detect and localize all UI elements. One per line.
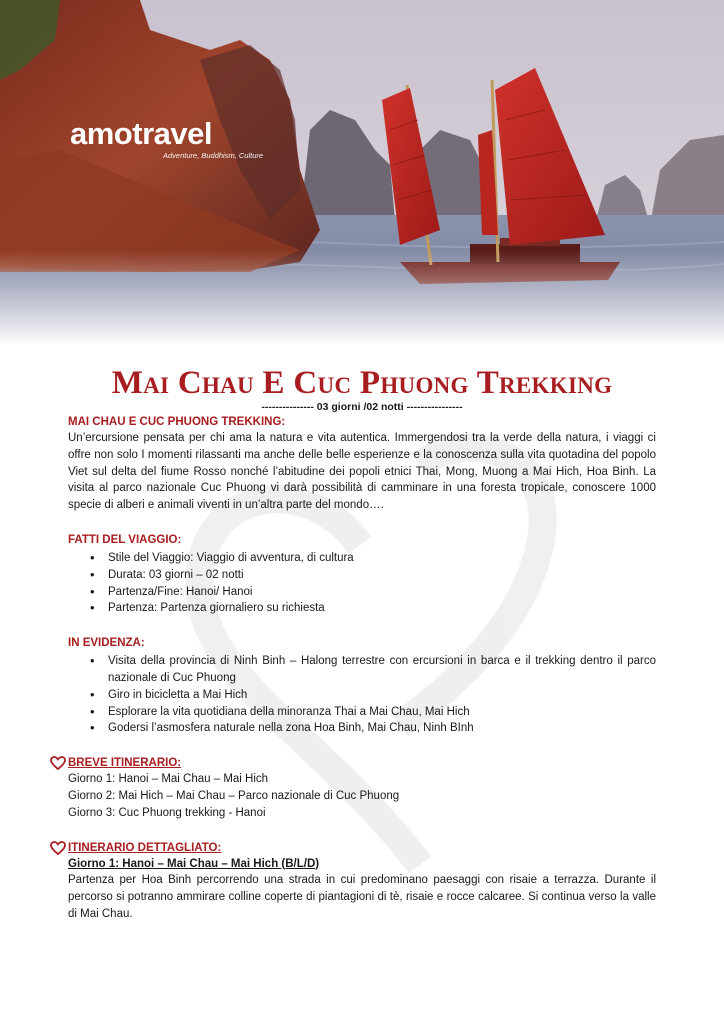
list-item: • Visita della provincia di Ninh Binh – Halong terrestre con ercursioni in barca e il trekking dentro il parco nazionale di Cuc Phuong [108, 653, 656, 687]
brief-heading-row [50, 755, 656, 771]
heart-icon [50, 756, 66, 770]
intro-heading: MAI CHAU E CUC PHUONG TREKKING: [68, 416, 286, 428]
heart-icon [50, 841, 66, 855]
highlights-heading: IN EVIDENZA: [68, 637, 145, 650]
brief-heading: BREVE ITINERARIO: [68, 757, 182, 770]
day1-title: Giorno 1: Hanoi – Mai Chau – Mai Hich (B/L/D) [68, 857, 320, 870]
halong-bay-junk-photo [0, 0, 724, 345]
intro-text: Un’ercursione pensata per chi ama la natura e vita autentica. Immergendosi tra la verde della natura, i viaggi ci offre non solo I momenti rilassanti ma anche delle belle esperienze e la conoscenza sulla vita quotadina del popolo Viet sul delta del fiume Rosso nonché l’abitudine dei popoli etnici Thai, Mong, Muong a Mai Hich, Hoa Binh. La visita al parco nazionale Cuc Phuong vi darà possibilità di camminare in una foresta tropicale, conoscere 1000 specie di alberi e animali viventi in un’altra parte del mondo…. [68, 432, 656, 512]
detailed-heading: ITINERARIO DETTAGLIATO: [68, 841, 222, 854]
list-item: • Partenza/Fine: Hanoi/ Hanoi [108, 584, 656, 601]
day1-text: Partenza per Hoa Binh percorrendo una strada in cui predominano paesaggi con risaie a terrazza. Durante il percorso si potranno ammirare colline coperte di piantagioni di tè, risaie e rocce calcaree. Si continua verso la valle di Mai Chau. [68, 874, 656, 920]
list-item: • Giro in bicicletta a Mai Hich [108, 687, 656, 704]
list-item: • Durata: 03 giorni – 02 notti [108, 567, 656, 584]
page-title: Mai Chau E Cuc Phuong Trekking [111, 365, 613, 401]
document-body [68, 362, 656, 923]
detailed-heading-row [50, 840, 656, 856]
list-item: • Partenza: Partenza giornaliero su richiesta [108, 600, 656, 617]
brand-name: amotravel [70, 116, 212, 151]
list-item: • Esplorare la vita quotidiana della minoranza Thai a Mai Chau, Mai Hich [108, 704, 656, 721]
brand-logo [70, 118, 263, 160]
header-photo [0, 0, 724, 345]
list-item: • Stile del Viaggio: Viaggio di avventura, di cultura [108, 550, 656, 567]
list-item: • Godersi l’asmosfera naturale nella zona Hoa Binh, Mai Chau, Ninh BInh [108, 720, 656, 737]
highlights-list [68, 653, 656, 737]
brief-day: Giorno 2: Mai Hich – Mai Chau – Parco nazionale di Cuc Phuong [68, 789, 400, 802]
duration-subtitle: --------------- 03 giorni /02 notti ---------------- [261, 401, 463, 413]
facts-heading: FATTI DEL VIAGGIO: [68, 533, 182, 546]
brand-tagline: Adventure, Buddhism, Culture [163, 151, 264, 160]
facts-list [68, 550, 656, 617]
brief-day: Giorno 3: Cuc Phuong trekking - Hanoi [68, 806, 266, 819]
brief-day: Giorno 1: Hanoi – Mai Chau – Mai Hich [68, 773, 269, 786]
